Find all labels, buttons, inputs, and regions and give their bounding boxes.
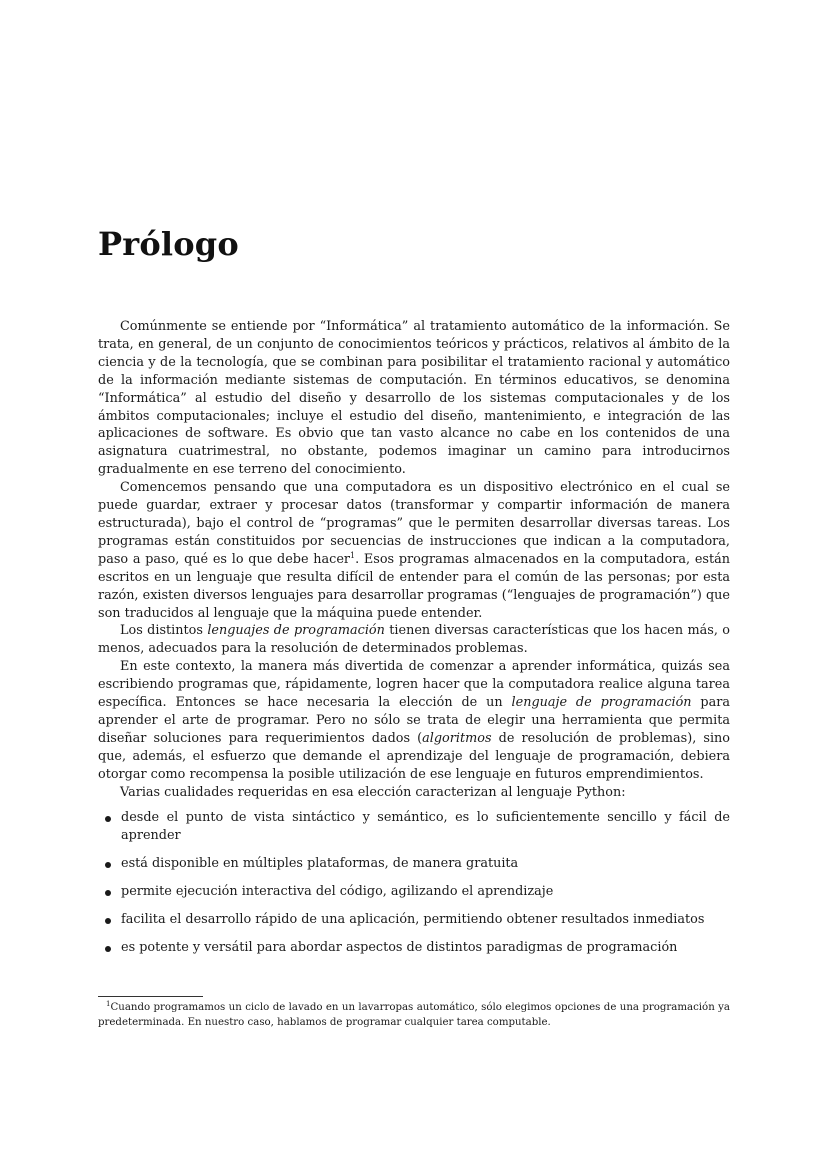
footnote bbox=[98, 1001, 730, 1030]
list-item bbox=[98, 883, 730, 901]
list-item-text: es potente y versátil para abordar aspectos de distintos paradigmas de programación bbox=[121, 940, 678, 955]
list-item-text: permite ejecución interactiva del código, agilizando el aprendizaje bbox=[121, 884, 554, 900]
footnote-marker: 1 bbox=[106, 1000, 111, 1008]
list-item bbox=[98, 911, 730, 929]
paragraph-text: . Esos programas almacenados en la computadora, están escritos en un lenguaje que resulta difícil de entender para el común de las personas; por esta razón, existen diversos lenguajes para desarrollar programas (“lenguajes de programación”) que son traducidos al lenguaje que la máquina puede entender. bbox=[98, 551, 730, 621]
document-page bbox=[98, 0, 730, 1171]
paragraph-contexto bbox=[98, 658, 730, 783]
footnote-divider bbox=[98, 996, 203, 997]
emphasis-term: lenguajes de programación bbox=[207, 623, 385, 639]
list-item-text: está disponible en múltiples plataformas, de manera gratuita bbox=[121, 856, 519, 872]
paragraph-text: En este contexto, la manera más divertida de comenzar a aprender informática, quizás sea escribiendo programas que, rápidamente, logren hacer que la computadora realice alguna tarea específica. Entonces se hace necesaria la elección de un bbox=[98, 659, 730, 711]
bullet-icon bbox=[105, 946, 111, 952]
chapter-body bbox=[98, 318, 730, 967]
paragraph-computadora bbox=[98, 479, 730, 622]
python-features-list bbox=[98, 809, 730, 956]
footnote-reference[interactable]: 1 bbox=[350, 550, 356, 560]
bullet-icon bbox=[105, 816, 111, 822]
paragraph-lenguajes bbox=[98, 622, 730, 658]
list-item bbox=[98, 855, 730, 873]
paragraph-text: de resolución de problemas), sino que, además, el esfuerzo que demande el aprendizaje del lenguaje de programación, debiera otorgar como recompensa la posible utilización de ese lenguaje en futuros emprendimientos. bbox=[98, 730, 730, 782]
paragraph-text: tienen diversas características que los hacen más, o menos, adecuados para la resolución de determinados problemas. bbox=[98, 623, 730, 657]
paragraph-cualidades: Varias cualidades requeridas en esa elección caracterizan al lenguaje Python: bbox=[120, 784, 626, 800]
paragraph-text: Comencemos pensando que una computadora es un dispositivo electrónico en el cual se puede guardar, extraer y procesar datos (transformar y compartir información de manera estructurada), bajo el control de “programas” que le permiten desarrollar diversas tareas. Los programas están constituidos por secuencias de instrucciones que indican a la computadora, paso a paso, qué es lo que debe hacer bbox=[98, 480, 730, 567]
paragraph-text: para aprender el arte de programar. Pero no sólo se trata de elegir una herramienta que permita diseñar soluciones para requerimientos dados ( bbox=[98, 695, 730, 746]
chapter-title: Prólogo bbox=[98, 225, 239, 263]
list-item-text: desde el punto de vista sintáctico y semántico, es lo suficientemente sencillo y fácil de aprender bbox=[121, 810, 730, 844]
bullet-icon bbox=[105, 890, 111, 896]
bullet-icon bbox=[105, 862, 111, 868]
list-item bbox=[98, 809, 730, 845]
bullet-icon bbox=[105, 918, 111, 924]
paragraph-text: Los distintos bbox=[120, 623, 208, 639]
footnote-text: Cuando programamos un ciclo de lavado en un lavarropas automático, sólo elegimos opciones de una programación ya predeterminada. En nuestro caso, hablamos de programar cualquier tarea computable. bbox=[98, 1002, 730, 1028]
paragraph-informatica: Comúnmente se entiende por “Informática” al tratamiento automático de la información. Se trata, en general, de un conjunto de conocimientos teóricos y prácticos, relativos al ámbito de la ciencia y de la tecnología, que se combinan para posibilitar el tratamiento racional y automático de la información mediante sistemas de computación. En términos educativos, se denomina “Informática” al estudio del diseño y desarrollo de los sistemas computacionales y de los ámbitos computacionales; incluye el estudio del diseño, mantenimiento, e integración de las aplicaciones de software. Es obvio que tan vasto alcance no cabe en los contenidos de una asignatura cuatrimestral, no obstante, podemos imaginar un camino para introducirnos gradualmente en ese terreno del conocimiento. bbox=[98, 319, 730, 478]
list-item bbox=[98, 939, 730, 957]
list-item-text: facilita el desarrollo rápido de una aplicación, permitiendo obtener resultados inmediatos bbox=[121, 912, 705, 928]
emphasis-term: lenguaje de programación bbox=[511, 695, 692, 711]
emphasis-term: algoritmos bbox=[422, 730, 492, 746]
